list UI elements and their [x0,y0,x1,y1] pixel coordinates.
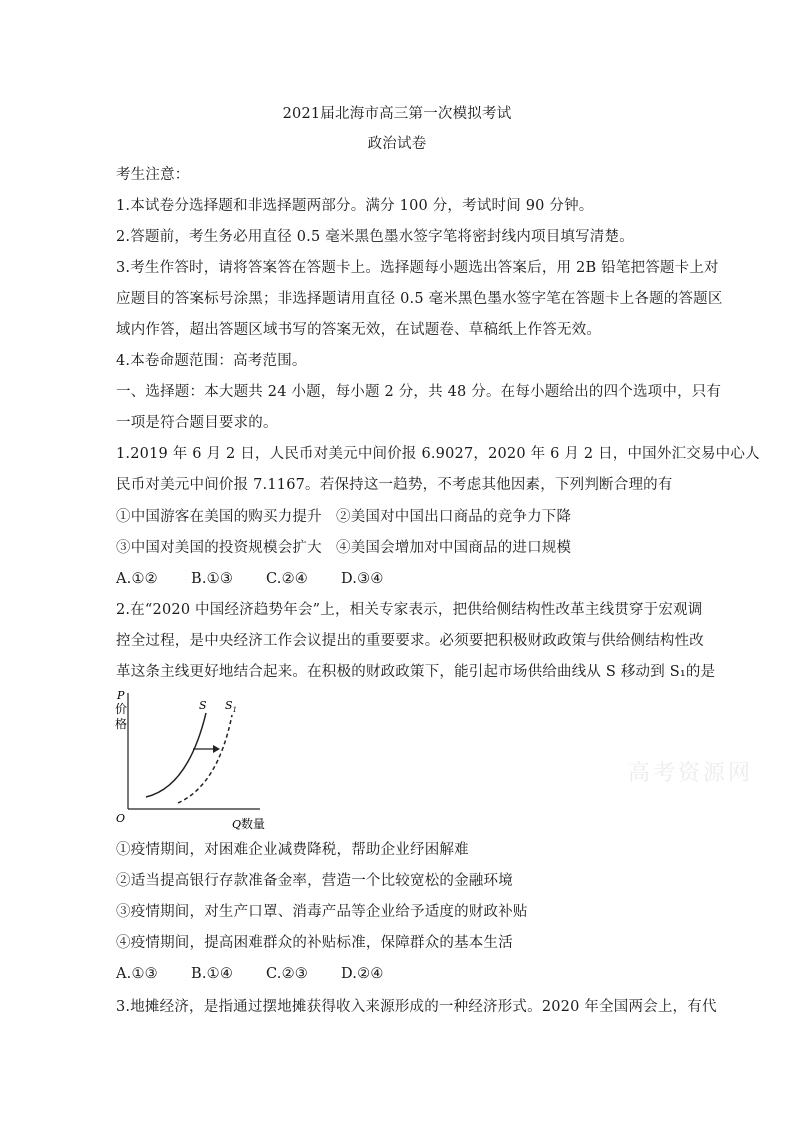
q3-stem-line: 3.地摊经济，是指通过摆地摊获得收入来源形成的一种经济形式。2020 年全国两会上，有代 [116,999,717,1015]
supply-curve-figure [110,685,290,835]
q2-stem-line: 2.在“2020 中国经济趋势年会”上，相关专家表示，把供给侧结构性改革主线贯穿于宏观调 [116,602,703,618]
q1-option-b: B.①③ [191,571,234,587]
q1-option-d: D.③④ [341,571,384,587]
q1-item: ④美国会增加对中国商品的进口规模 [336,540,572,556]
q2-option-c: C.②③ [266,966,308,982]
q1-item-row [116,538,686,558]
y-axis-label-1: 价 [115,702,128,716]
notice-heading: 考生注意： [116,167,190,183]
q1-item: ②美国对中国出口商品的竞争力下降 [336,509,572,525]
notice-line: 3.考生作答时，请将答案答在答题卡上。选择题每小题选出答案后，用 2B 铅笔把答题卡上对 [116,260,719,276]
section-heading-cont: 一项是符合题目要求的。 [116,415,278,431]
curve-s1-label: $S_1$ [225,699,238,714]
q1-options [116,569,686,589]
q1-stem-line: 1.2019 年 6 月 2 日，人民币对美元中间价报 6.9027，2020 年 6 月 2 日，中国外汇交易中心人 [116,446,760,462]
q2-option-a: A.①③ [116,966,158,982]
q1-item: ③中国对美国的投资规模会扩大 [116,540,322,556]
q2-option-b: B.①④ [191,966,234,982]
y-axis-label-2: 格 [115,717,128,731]
watermark: 高考资源网 [628,761,754,786]
q2-item: ①疫情期间，对困难企业减费降税，帮助企业纾困解难 [116,842,469,858]
q1-stem-line: 民币对美元中间价报 7.1167。若保持这一趋势，不考虑其他因素，下列判断合理的有 [116,477,673,493]
q2-item: ④疫情期间，提高困难群众的补贴标准，保障群众的基本生活 [116,935,513,951]
q2-item: ③疫情期间，对生产口罩、消毒产品等企业给予适度的财政补贴 [116,904,528,920]
notice-line: 1.本试卷分选择题和非选择题两部分。满分 100 分，考试时间 90 分钟。 [116,198,594,214]
q2-item: ②适当提高银行存款准备金率，营造一个比较宽松的金融环境 [116,873,513,889]
q2-stem-line: 控全过程，是中央经济工作会议提出的重要要求。必须要把积极财政政策与供给侧结构性改 [116,633,704,649]
notice-line: 4.本卷命题范围：高考范围。 [116,353,307,369]
section-heading: 一、选择题：本大题共 24 小题，每小题 2 分，共 48 分。在每小题给出的四个选项中，只有 [116,384,722,400]
origin-label: O [116,812,126,825]
exam-subtitle: 政治试卷 [367,136,427,152]
curve-s-label: S [199,699,207,712]
notice-line: 域内作答，超出答题区域书写的答案无效，在试题卷、草稿纸上作答无效。 [116,322,602,338]
q2-stem-line: 革这条主线更好地结合起来。在积极的财政政策下，能引起市场供给曲线从 S 移动到 S₁的是 [116,664,716,680]
exam-title: 2021届北海市高三第一次模拟考试 [282,106,512,122]
q1-option-c: C.②④ [266,571,308,587]
supply-curve-s [146,713,206,797]
y-axis-letter: P [117,689,125,702]
notice-line: 应题目的答案标号涂黑；非选择题请用直径 0.5 毫米黑色墨水签字笔在答题卡上各题的答题区 [116,291,723,307]
q2-options [116,964,686,984]
q2-option-d: D.②④ [341,966,384,982]
supply-curve-s1 [178,715,232,803]
q1-item-row [116,507,686,527]
x-axis-label: 数量 [241,817,266,831]
q1-option-a: A.①② [116,571,158,587]
arrow-head [213,745,220,753]
notice-line: 2.答题前，考生务必用直径 0.5 毫米黑色墨水签字笔将密封线内项目填写清楚。 [116,229,634,245]
q1-item: ①中国游客在美国的购买力提升 [116,509,322,525]
x-axis-letter: Q [232,818,242,831]
